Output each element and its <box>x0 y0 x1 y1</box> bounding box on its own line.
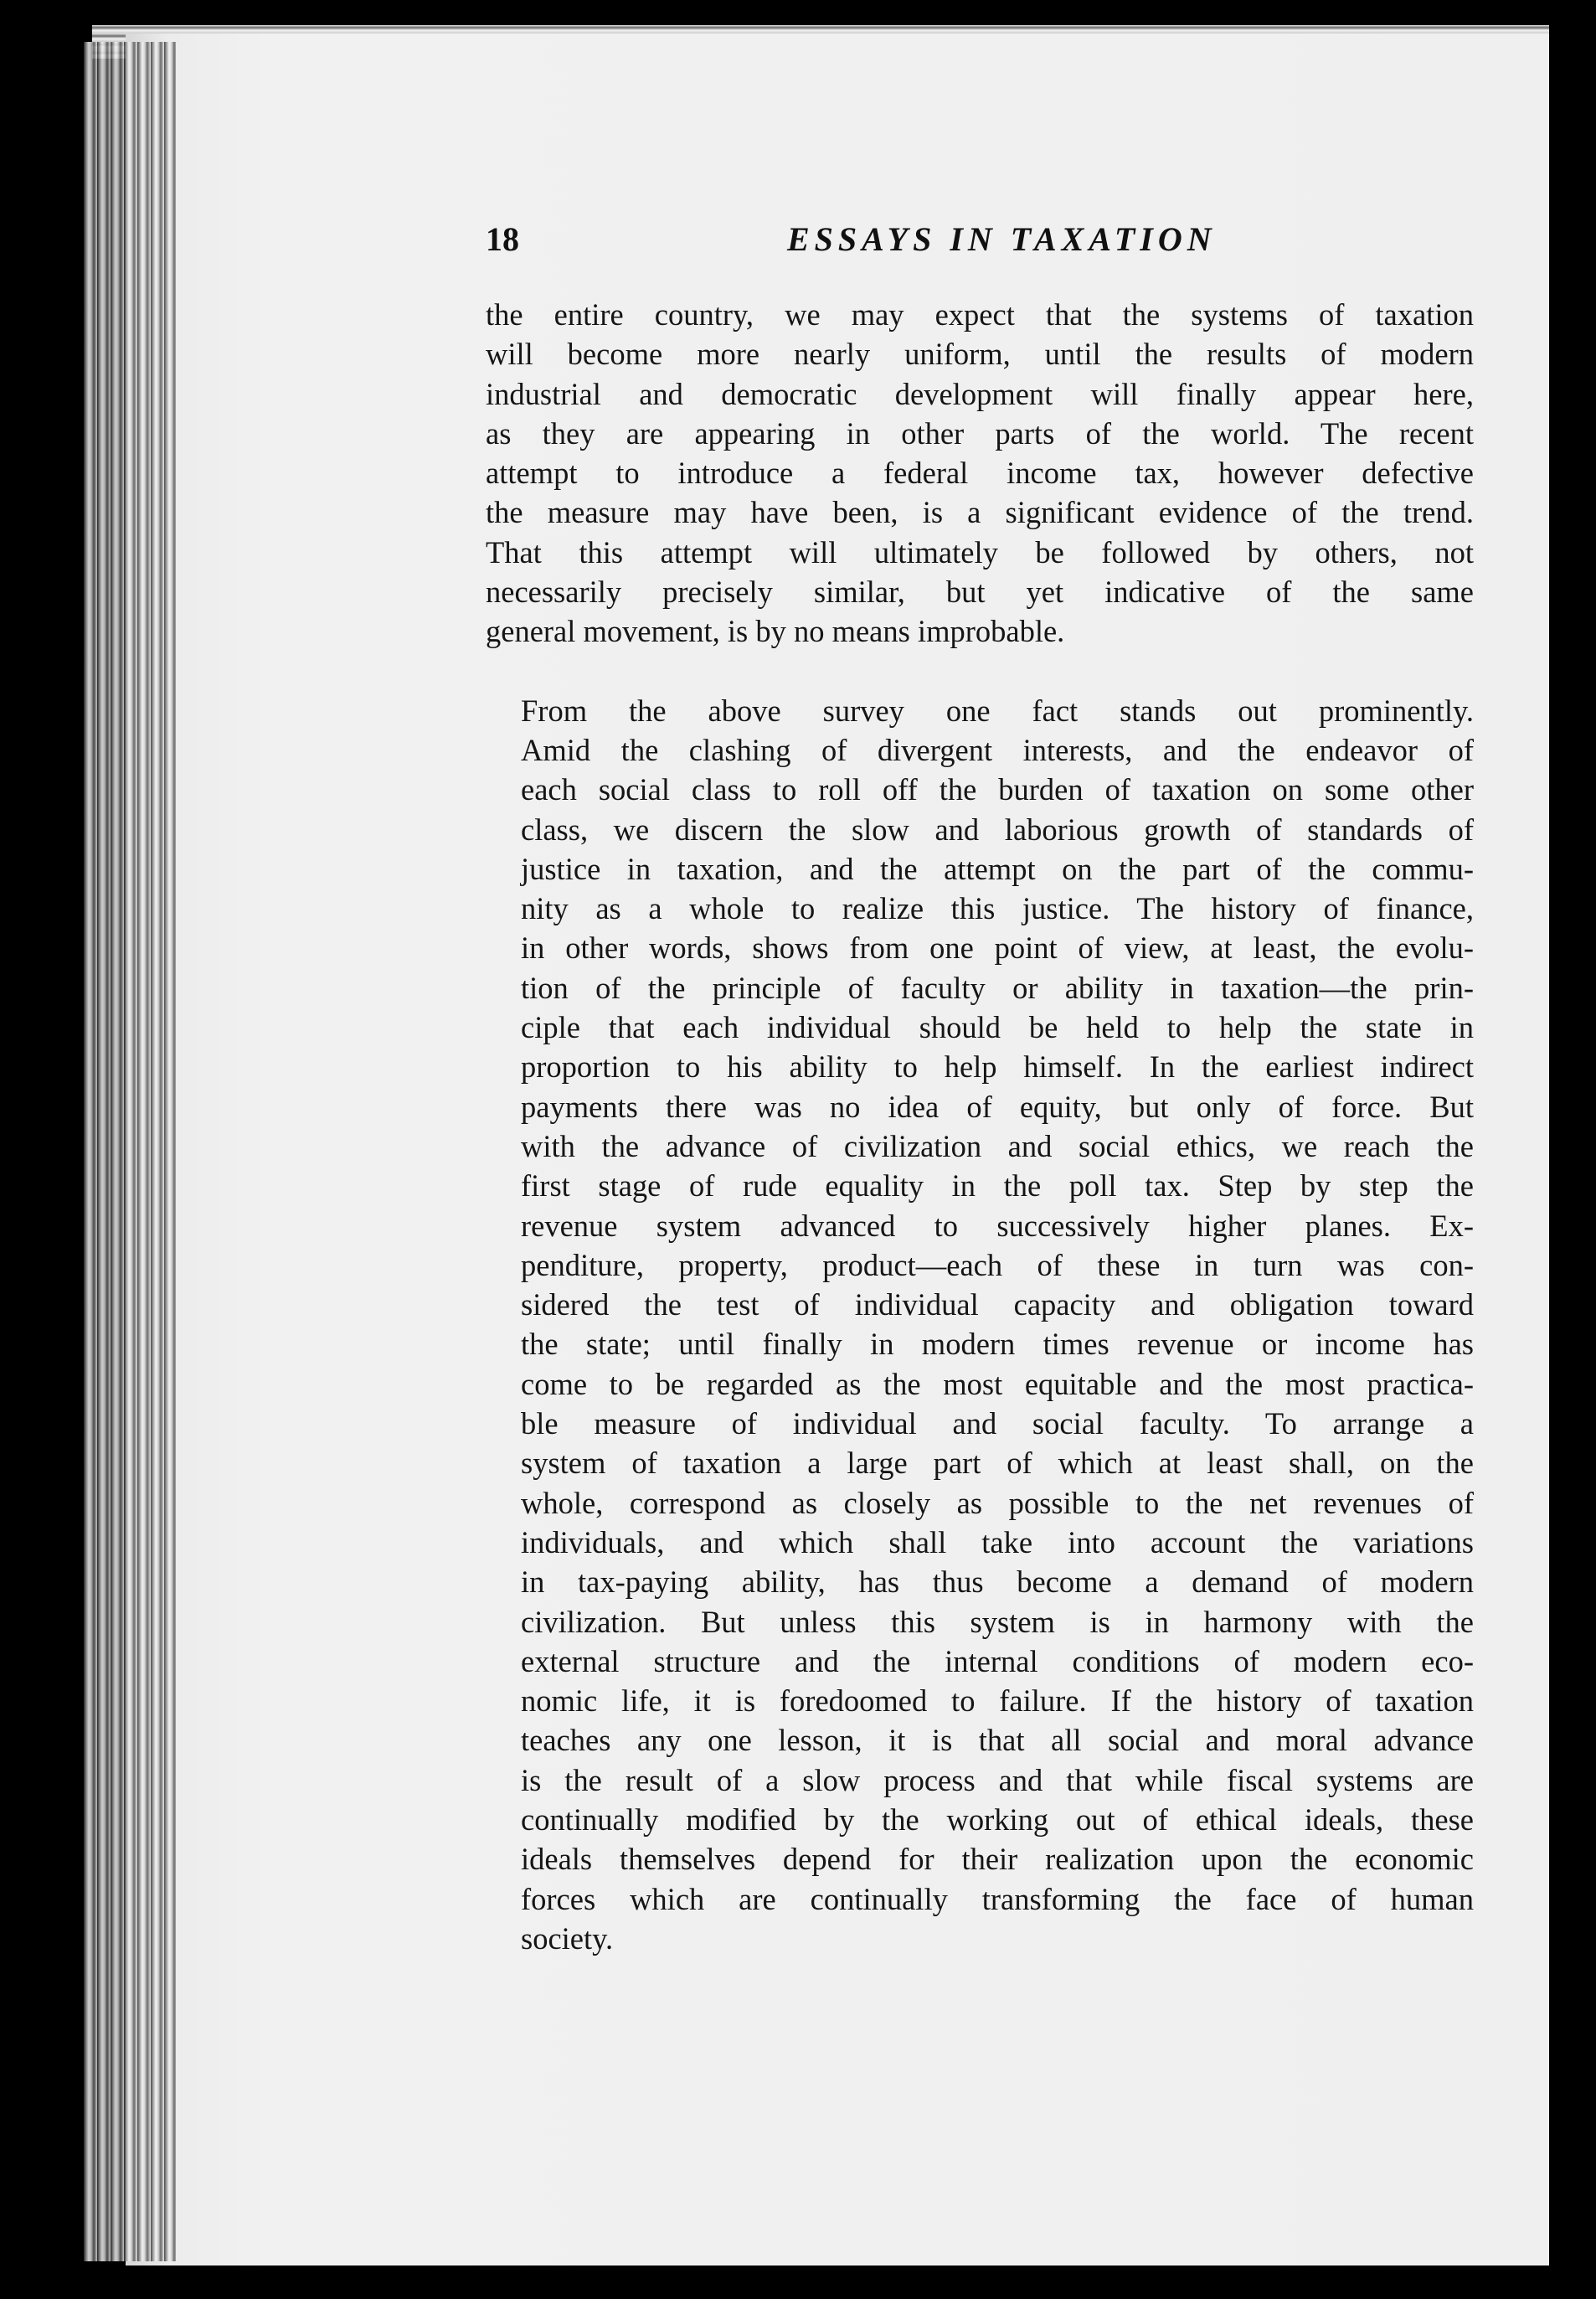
text-line: industrial and democratic development will finally appear here, <box>486 376 1474 411</box>
text-line: tion of the principle of faculty or ability in taxation—the prin- <box>521 970 1474 1005</box>
text-line: nomic life, it is foredoomed to failure. If the history of taxation <box>521 1683 1474 1719</box>
text-line: will become more nearly uniform, until the results of modern <box>486 337 1474 372</box>
text-line: ideals themselves depend for their realization upon the economic <box>521 1842 1474 1877</box>
text-line: sidered the test of individual capacity and obligation toward <box>521 1287 1474 1322</box>
page-header <box>486 219 1474 270</box>
text-line: the entire country, we may expect that the systems of taxation <box>486 297 1474 332</box>
text-line: society. <box>521 1920 614 1956</box>
text-line: come to be regarded as the most equitable and the most practica- <box>521 1366 1474 1401</box>
page-stack-left-edge <box>84 42 176 2261</box>
text-line: teaches any one lesson, it is that all social and moral advance <box>521 1723 1474 1758</box>
running-title: ESSAYS IN TAXATION <box>787 220 1217 258</box>
text-line: in tax-paying ability, has thus become a demand of modern <box>521 1564 1474 1600</box>
text-line: is the result of a slow process and that while fiscal systems are <box>521 1762 1474 1797</box>
text-line: each social class to roll off the burden of taxation on some other <box>521 772 1474 807</box>
text-line: necessarily precisely similar, but yet indicative of the same <box>486 575 1474 610</box>
paragraph <box>486 295 1474 652</box>
text-line: That this attempt will ultimately be followed by others, not <box>486 534 1474 570</box>
text-line: whole, correspond as closely as possible to the net revenues of <box>521 1485 1474 1520</box>
text-line: system of taxation a large part of which at least shall, on the <box>521 1446 1474 1481</box>
text-line: payments there was no idea of equity, but only of force. But <box>521 1089 1474 1124</box>
text-line: justice in taxation, and the attempt on the part of the commu- <box>521 851 1474 886</box>
text-line: Amid the clashing of divergent interests, and the endeavor of <box>521 732 1474 767</box>
text-line: proportion to his ability to help himself. In the earliest indirect <box>521 1049 1474 1085</box>
text-line: as they are appearing in other parts of the world. The recent <box>486 415 1474 451</box>
text-line: in other words, shows from one point of view, at least, the evolu- <box>521 930 1474 966</box>
text-line: forces which are continually transforming the face of human <box>521 1881 1474 1916</box>
text-line: the measure may have been, is a significant evidence of the trend. <box>486 495 1474 530</box>
text-line: ciple that each individual should be held to help the state in <box>521 1010 1474 1045</box>
text-line: first stage of rude equality in the poll tax. Step by step the <box>521 1168 1474 1204</box>
text-line: continually modified by the working out of ethical ideals, these <box>521 1802 1474 1837</box>
text-line: with the advance of civilization and social ethics, we reach the <box>521 1128 1474 1163</box>
text-line: penditure, property, product—each of these in turn was con- <box>521 1247 1474 1282</box>
text-line: the state; until finally in modern times revenue or income has <box>521 1327 1474 1362</box>
text-line: attempt to introduce a federal income tax, however defective <box>486 456 1474 491</box>
paragraph <box>486 691 1474 1959</box>
text-line: nity as a whole to realize this justice. The history of finance, <box>521 891 1474 926</box>
page-number: 18 <box>486 220 519 258</box>
text-line: individuals, and which shall take into account the variations <box>521 1524 1474 1559</box>
text-line: civilization. But unless this system is in harmony with the <box>521 1604 1474 1639</box>
text-line: From the above survey one fact stands out prominently. <box>521 693 1474 728</box>
body-text <box>486 295 1474 1958</box>
text-line: revenue system advanced to successively higher planes. Ex- <box>521 1208 1474 1243</box>
text-line: ble measure of individual and social faculty. To arrange a <box>521 1406 1474 1441</box>
text-line: external structure and the internal conditions of modern eco- <box>521 1643 1474 1678</box>
text-line: class, we discern the slow and laborious growth of standards of <box>521 812 1474 847</box>
text-line: general movement, is by no means improbable. <box>486 614 1065 649</box>
